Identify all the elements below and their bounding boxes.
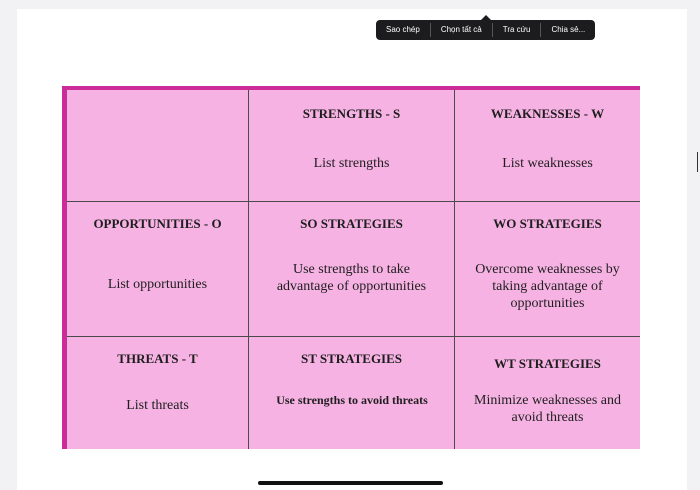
weaknesses-title: WEAKNESSES - W — [490, 106, 605, 121]
threats-title: THREATS - T — [117, 351, 198, 366]
grid-line — [67, 201, 640, 202]
grid-line — [454, 90, 455, 449]
opportunities-body: List opportunities — [107, 277, 208, 292]
opportunities-title: OPPORTUNITIES - O — [93, 216, 222, 231]
menu-item-select-all[interactable]: Chọn tất cả — [440, 25, 482, 34]
text-cursor — [697, 152, 698, 172]
text-context-menu — [376, 20, 595, 40]
so-strategies-title: SO STRATEGIES — [300, 216, 403, 231]
strengths-body: List strengths — [313, 156, 390, 171]
menu-item-look-up[interactable]: Tra cứu — [502, 25, 531, 34]
wt-strategies-title: WT STRATEGIES — [494, 356, 601, 371]
weaknesses-body: List weaknesses — [502, 156, 593, 171]
wo-strategies-title: WO STRATEGIES — [493, 216, 602, 231]
strengths-title: STRENGTHS - S — [302, 106, 401, 121]
threats-body: List threats — [126, 398, 189, 413]
home-indicator[interactable] — [258, 481, 443, 485]
grid-line — [67, 336, 640, 337]
menu-item-copy[interactable]: Sao chép — [386, 25, 420, 34]
wt-strategies-body: Minimize weaknesses and avoid threats — [474, 393, 621, 425]
menu-item-share[interactable]: Chia sẻ... — [551, 25, 586, 34]
grid-line — [248, 90, 249, 449]
menu-pointer-arrow — [481, 15, 491, 20]
st-strategies-body: Use strengths to avoid threats — [276, 393, 428, 407]
st-strategies-title: ST STRATEGIES — [300, 351, 403, 366]
wo-strategies-body: Overcome weaknesses by taking advantage of opportunities — [475, 262, 620, 311]
so-strategies-body: Use strengths to take advantage of opportunities — [276, 262, 427, 294]
